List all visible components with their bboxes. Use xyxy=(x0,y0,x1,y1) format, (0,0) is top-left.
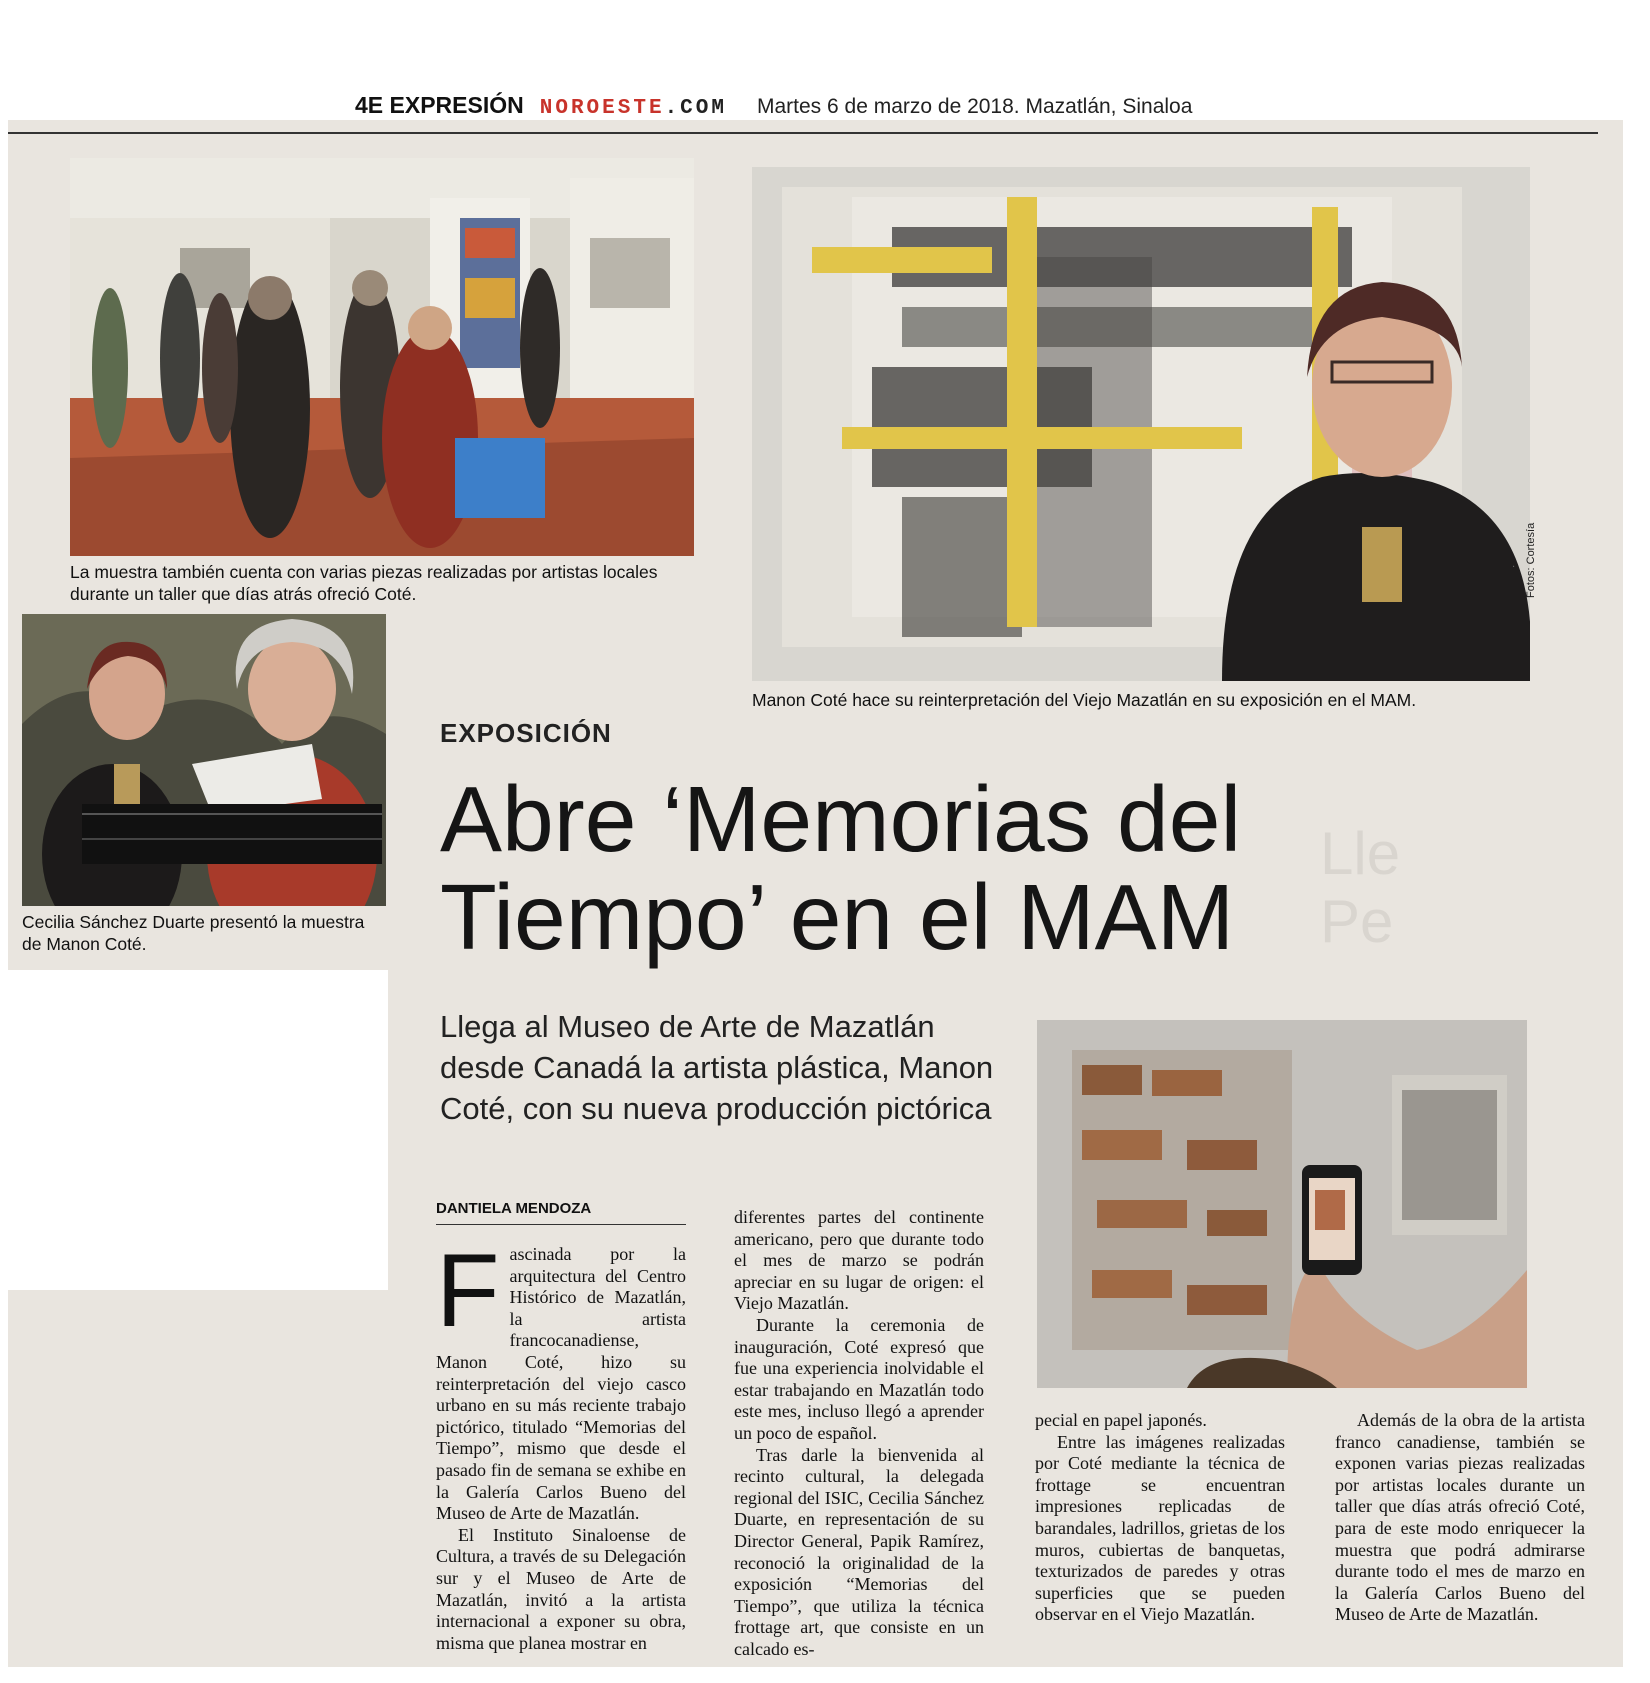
svg-text:.: . xyxy=(1512,559,1516,570)
column-4-paragraph-1: Además de la obra de la artista franco canadiense, también se exponen varias piezas realizadas por artistas locales durante un taller que días atrás ofreció Coté, para de este modo enriquecer la muestra que podrá admirarse durante todo el mes de marzo en la Galería Carlos Bueno del Museo de Arte de Mazatlán. xyxy=(1335,1410,1585,1625)
column-3-paragraph-1: pecial en papel japonés. xyxy=(1035,1410,1207,1430)
bleed-through-text: Lle Pe xyxy=(1320,820,1401,955)
artist-caption: Manon Coté hace su reinterpretación del Viejo Mazatlán en su exposición en el MAM. xyxy=(752,690,1417,710)
artist-photo xyxy=(752,167,1530,681)
drop-cap: F xyxy=(436,1233,500,1349)
presenter-photo xyxy=(22,614,386,906)
section-label: 4E EXPRESIÓN xyxy=(355,92,524,118)
page-header xyxy=(355,92,1192,126)
column-2-paragraph-1: diferentes partes del continente americano, pero que durante todo el mes de marzo se podrán apreciar en su lugar de origen: el Viejo Mazatlán. xyxy=(734,1207,984,1314)
header-rule xyxy=(8,132,1598,134)
article-column-4 xyxy=(1335,1410,1585,1626)
article-deck: Llega al Museo de Arte de Mazatlán desde Canadá la artista plástica, Manon Coté, con su nueva producción pictórica xyxy=(440,1009,994,1126)
byline-rule xyxy=(436,1224,686,1225)
brand-logo[interactable] xyxy=(540,97,727,120)
issue-date: Martes 6 de marzo de 2018. Mazatlán, Sinaloa xyxy=(756,95,1193,118)
article-byline: DANTIELA MENDOZA xyxy=(436,1200,592,1217)
article-column-1 xyxy=(436,1233,686,1654)
scan-white-patch xyxy=(0,970,388,1290)
gallery-caption: La muestra también cuenta con varias piezas realizadas por artistas locales durante un taller que días atrás ofreció Coté. xyxy=(70,562,658,604)
brand-domain: .COM xyxy=(664,97,727,120)
column-2-paragraph-3: Tras darle la bienvenida al recinto cultural, la delegada regional del ISIC, Cecilia Sánchez Duarte, en representación de su Director General, Papik Ramírez, reconoció la originalidad de la exposición “Memorias del Tiempo”, que utiliza la técnica frottage art, que consiste en un calcado es- xyxy=(734,1444,984,1659)
column-2-paragraph-2: Durante la ceremonia de inauguración, Coté expresó que fue una experiencia inolvidable el estar trabajando en Mazatlán todo este mes, incluso llegó a aprender un poco de español. xyxy=(734,1314,984,1443)
presenter-caption: Cecilia Sánchez Duarte presentó la muestra de Manon Coté. xyxy=(22,912,365,954)
column-3-paragraph-2: Entre las imágenes realizadas por Coté mediante la técnica de frottage se encuentran impresiones replicadas de barandales, ladrillos, grietas de los muros, cubiertas de banquetas, texturizados de paredes y otras superficies que se pueden observar en el Viejo Mazatlán. xyxy=(1035,1431,1285,1625)
column-1-paragraph-1 xyxy=(436,1233,686,1525)
gallery-photo xyxy=(70,158,694,556)
column-1-paragraph-2: El Instituto Sinaloense de Cultura, a través de su Delegación sur y el Museo de Arte de Mazatlán, invitó a la artista internacional a exponer su obra, misma que planea mostrar en xyxy=(436,1524,686,1653)
article-column-3 xyxy=(1035,1410,1285,1626)
brand-name: NOROESTE xyxy=(539,97,665,120)
article-kicker: EXPOSICIÓN xyxy=(440,718,612,748)
photo-credit: Fotos: Cortesía xyxy=(1525,522,1537,598)
column-1-paragraph-1-text: ascinada por la arquitectura del Centro Histórico de Mazatlán, la artista francocanadiense, Manon Coté, hizo su reinterpretación del viejo casco urbano en su más reciente trabajo pictórico, titulado “Memorias del Tiempo”, mismo que desde el pasado fin de semana se exhibe en la Galería Carlos Bueno del Museo de Arte de Mazatlán. xyxy=(436,1244,686,1524)
phone-photo xyxy=(1037,1020,1527,1388)
article-column-2 xyxy=(734,1207,984,1660)
article-headline: Abre ‘Memorias del Tiempo’ en el MAM xyxy=(440,767,1242,969)
